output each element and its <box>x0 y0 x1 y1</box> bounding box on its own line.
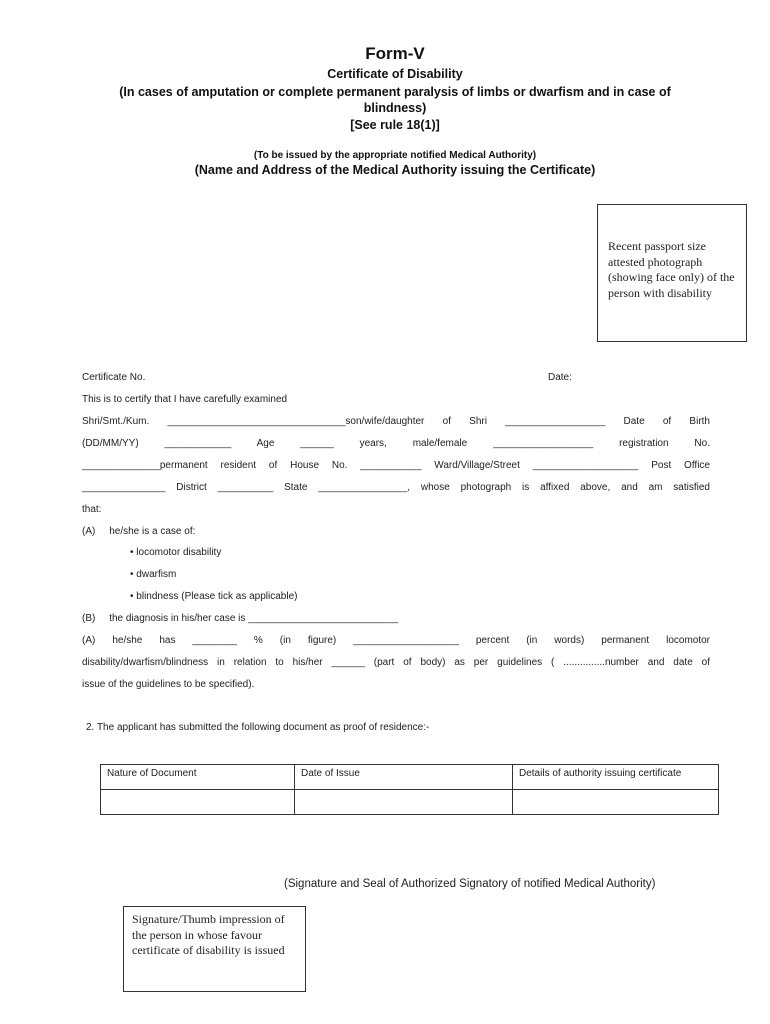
that-line: that: <box>82 504 102 515</box>
form-scope: (In cases of amputation or complete permanent paralysis of limbs or dwarfism and in case of blindness) <box>119 85 671 115</box>
disability-line: disability/dwarfism/blindness in relation to his/her ______ (part of body) as per guidelines ( ...............number and date of <box>82 657 710 668</box>
percent-line: (A) he/she has ________ % (in figure) ___________________ percent (in words) permanent locomotor <box>82 635 710 646</box>
table-row <box>101 790 719 815</box>
case-b-line: (B) the diagnosis in his/her case is ___________________________ <box>82 613 399 624</box>
bullet-dwarfism: • dwarfism <box>130 569 177 580</box>
photo-box: Recent passport size attested photograph (showing face only) of the person with disability <box>597 204 747 342</box>
issued-by-note: (To be issued by the appropriate notified Medical Authority) <box>253 150 537 161</box>
name-line: Shri/Smt./Kum. ________________________________son/wife/daughter of Shri __________________ Date of Birth <box>82 416 710 427</box>
proof-of-residence: 2. The applicant has submitted the following document as proof of residence:- <box>86 722 430 733</box>
column-authority: Details of authority issuing certificate <box>513 765 719 790</box>
table-cell[interactable] <box>101 790 295 815</box>
certify-line: This is to certify that I have carefully examined <box>82 394 288 405</box>
bullet-blindness: • blindness (Please tick as applicable) <box>130 591 298 602</box>
documents-table <box>100 764 719 815</box>
date-label: Date: <box>548 372 572 383</box>
form-subtitle: Certificate of Disability <box>327 67 463 81</box>
case-a-line: (A) he/she is a case of: <box>82 526 196 537</box>
table-cell[interactable] <box>295 790 513 815</box>
address-line: ______________permanent resident of House No. ___________ Ward/Village/Street ___________________ Post Office <box>82 460 710 471</box>
certificate-number-label: Certificate No. <box>82 372 146 383</box>
form-title: Form-V <box>365 44 425 63</box>
thumb-impression-box: Signature/Thumb impression of the person in whose favour certificate of disability is issued <box>123 906 306 992</box>
bullet-locomotor: • locomotor disability <box>130 547 222 558</box>
rule-reference: [See rule 18(1)] <box>350 118 440 132</box>
signature-seal-label: (Signature and Seal of Authorized Signatory of notified Medical Authority) <box>284 878 656 890</box>
column-date: Date of Issue <box>295 765 513 790</box>
guidelines-line: issue of the guidelines to be specified). <box>82 679 255 690</box>
table-header-row <box>101 765 719 790</box>
age-line: (DD/MM/YY) ____________ Age ______ years, male/female __________________ registration No. <box>82 438 710 449</box>
table-cell[interactable] <box>513 790 719 815</box>
district-line: _______________ District __________ State ________________, whose photograph is affixed above, and am satisfied <box>82 482 710 493</box>
authority-heading: (Name and Address of the Medical Authority issuing the Certificate) <box>194 163 596 177</box>
column-nature: Nature of Document <box>101 765 295 790</box>
